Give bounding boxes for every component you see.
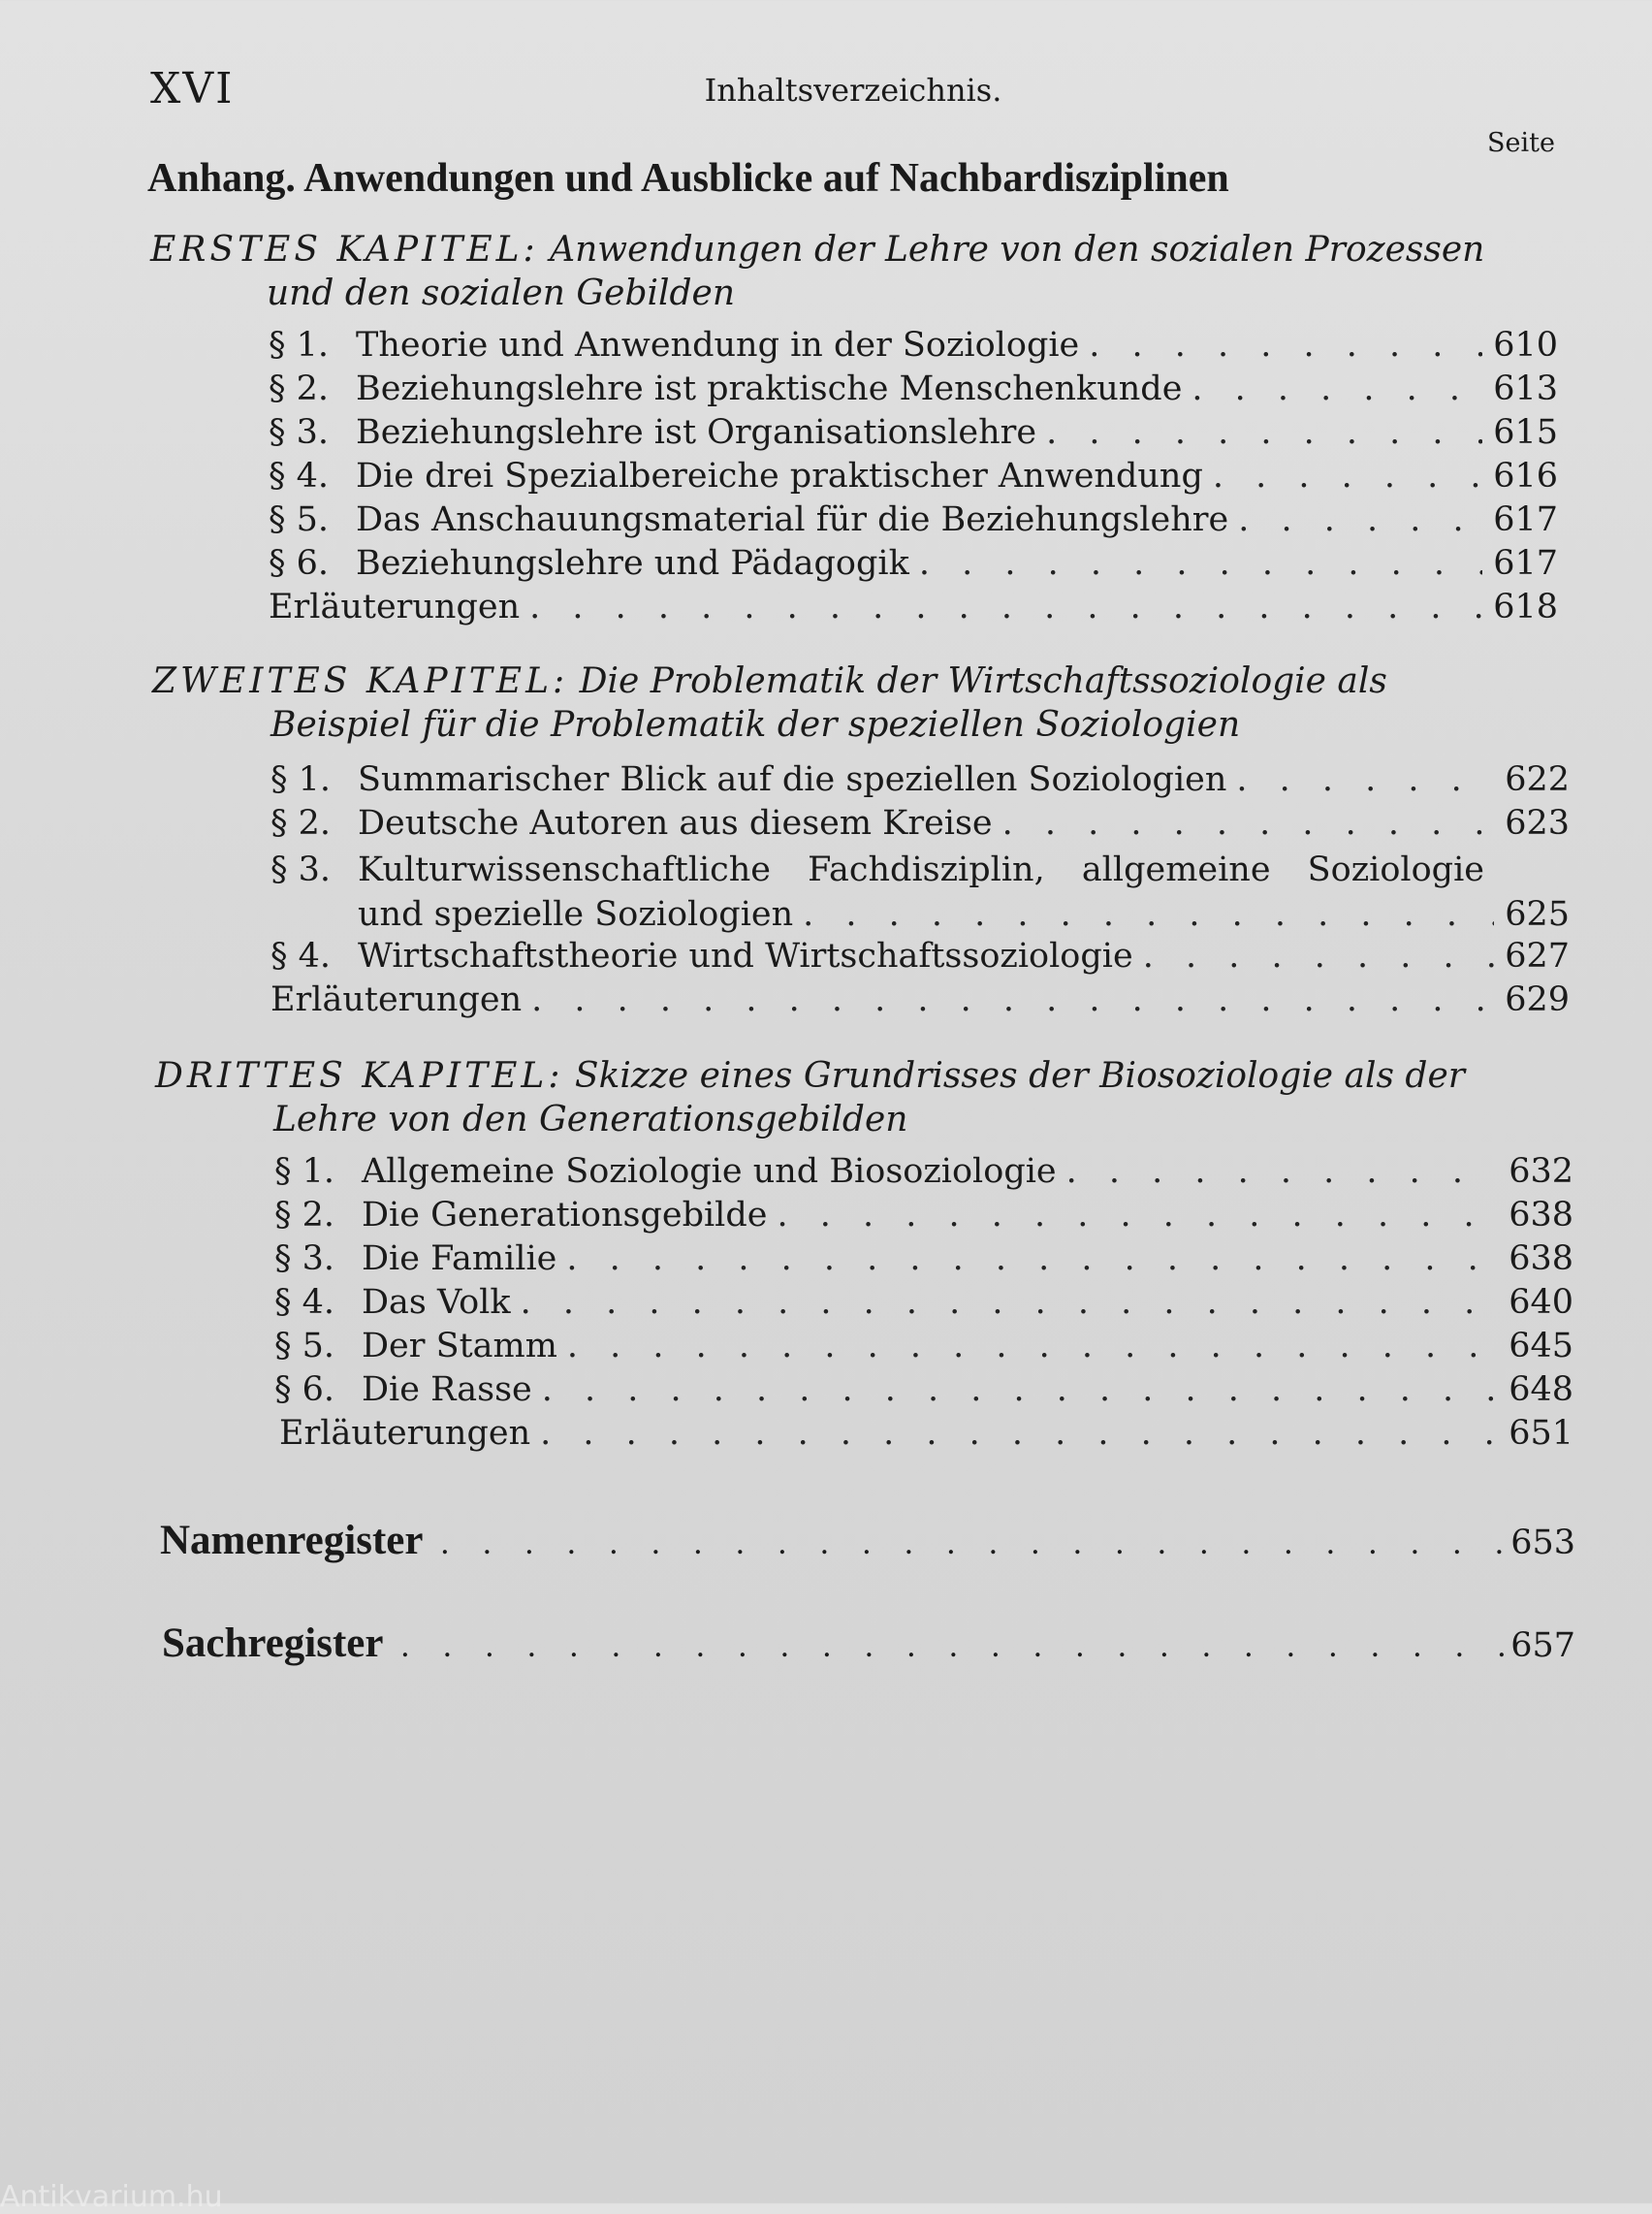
section-number: § 6. (269, 544, 330, 583)
page-number: 657 (1510, 1626, 1575, 1665)
page-number: 632 (1509, 1152, 1573, 1191)
entry-title: Beziehungslehre ist Organisationslehre (356, 413, 1037, 452)
page-number: 638 (1509, 1239, 1573, 1278)
entry-title: Theorie und Anwendung in der Soziologie (356, 326, 1080, 365)
entry-title: Erläuterungen (270, 980, 523, 1019)
register-title: Namenregister (160, 1518, 424, 1563)
section-number: § 4. (269, 457, 330, 496)
section-number: § 3. (269, 413, 330, 452)
page-number: 622 (1505, 760, 1570, 799)
appendix-title: Anhang. Anwendungen und Ausblicke auf Nachbardisziplinen (147, 156, 1229, 201)
entry-title: Der Stamm (362, 1327, 557, 1365)
chapter-title: Die Problematik der Wirtschaftssoziologie als (579, 661, 1387, 701)
toc-entry[interactable] (270, 804, 1570, 848)
entry-title: Beziehungslehre ist praktische Menschenkunde (356, 369, 1183, 408)
dot-leader (1002, 804, 1494, 843)
toc-entry[interactable] (270, 980, 1570, 1024)
toc-entry[interactable] (270, 760, 1570, 804)
dot-leader (1238, 500, 1482, 539)
section-number: § 3. (274, 1239, 335, 1278)
chapter-title: Skizze eines Grundrisses der Biosoziologie als der (574, 1056, 1465, 1096)
toc-entry[interactable] (279, 1414, 1573, 1458)
chapter-heading (150, 228, 1484, 315)
entry-title: Wirtschaftstheorie und Wirtschaftssoziologie (358, 937, 1133, 976)
page-number: 610 (1493, 326, 1558, 365)
dot-leader (540, 1414, 1498, 1453)
entry-title: Summarischer Blick auf die speziellen Soziologien (358, 760, 1227, 799)
entry-title: Beziehungslehre und Pädagogik (356, 544, 909, 583)
chapter-title: Anwendungen der Lehre von den sozialen Prozessen (550, 230, 1485, 270)
register-entry[interactable] (160, 1517, 1575, 1571)
dot-leader (1236, 760, 1494, 799)
dot-leader (529, 588, 1482, 626)
entry-title-continued: und spezielle Soziologien (358, 895, 794, 934)
toc-entry[interactable] (269, 457, 1558, 500)
register-entry[interactable] (162, 1620, 1575, 1674)
entry-title: Allgemeine Soziologie und Biosoziologie (362, 1152, 1057, 1191)
page-number: 615 (1493, 413, 1558, 452)
page-number: 648 (1509, 1370, 1573, 1409)
dot-leader (1143, 937, 1494, 976)
chapter-heading (155, 1054, 1465, 1141)
chapter-heading (152, 659, 1387, 747)
section-number: § 5. (274, 1327, 335, 1365)
section-number: § 6. (274, 1370, 335, 1409)
toc-entry[interactable] (269, 413, 1558, 457)
dot-leader (1046, 413, 1482, 452)
toc-entry[interactable] (274, 1283, 1573, 1327)
dot-leader (542, 1370, 1498, 1409)
page-number: 618 (1493, 588, 1558, 626)
page-number: 629 (1505, 980, 1570, 1019)
page-number: 651 (1509, 1414, 1573, 1453)
chapter-label: DRITTES KAPITEL: (155, 1056, 564, 1096)
chapter-title-continued: und den sozialen Gebilden (267, 273, 736, 313)
page-numeral: XVI (150, 64, 235, 113)
page-number: 613 (1493, 369, 1558, 408)
toc-entry[interactable] (274, 1152, 1573, 1196)
chapter-label: ERSTES KAPITEL: (150, 230, 539, 270)
section-number: § 1. (270, 760, 332, 799)
entry-continuation (358, 892, 1570, 936)
chapter-title-continued: Lehre von den Generationsgebilden (273, 1100, 908, 1139)
entry-title: Erläuterungen (269, 588, 521, 626)
entry-title: Kulturwissenschaftliche Fachdisziplin, allgemeine Soziologie (358, 850, 1484, 889)
page-number: 638 (1509, 1196, 1573, 1235)
section-number: § 2. (269, 369, 330, 408)
section-number: § 2. (274, 1196, 335, 1235)
section-number: § 4. (274, 1283, 335, 1322)
toc-entry[interactable] (274, 1196, 1573, 1239)
chapter-title-continued: Beispiel für die Problematik der speziellen Soziologien (270, 705, 1241, 745)
toc-entry[interactable] (269, 500, 1558, 544)
section-number: § 5. (269, 500, 330, 539)
dot-leader (1089, 326, 1482, 365)
page-number: 653 (1510, 1524, 1575, 1562)
entry-title: Erläuterungen (279, 1414, 531, 1453)
page-number: 623 (1505, 804, 1570, 843)
entry-title: Die Familie (362, 1239, 557, 1278)
page-number: 617 (1493, 544, 1558, 583)
dot-leader (1191, 369, 1482, 408)
page-number: 640 (1509, 1283, 1573, 1322)
entry-title: Das Volk (362, 1283, 511, 1322)
toc-entry[interactable] (274, 1370, 1573, 1414)
entry-title: Die Generationsgebilde (362, 1196, 768, 1235)
watermark: Antikvarium.hu (0, 2180, 223, 2214)
dot-leader (1213, 457, 1482, 496)
toc-entry[interactable] (269, 544, 1558, 588)
register-title: Sachregister (162, 1620, 384, 1666)
section-number: § 1. (269, 326, 330, 365)
section-number: § 2. (270, 804, 332, 843)
page-column-label: Seite (1487, 128, 1555, 158)
page-number: 627 (1505, 937, 1570, 976)
toc-entry[interactable] (270, 937, 1570, 980)
toc-entry[interactable] (269, 326, 1558, 369)
dot-leader (531, 980, 1494, 1019)
dot-leader (400, 1626, 1506, 1665)
toc-entry[interactable] (274, 1239, 1573, 1283)
chapter-label: ZWEITES KAPITEL: (152, 661, 569, 701)
dot-leader (567, 1327, 1498, 1365)
entry-title: Das Anschauungsmaterial für die Beziehungslehre (356, 500, 1229, 539)
dot-leader (803, 892, 1494, 937)
dot-leader (1066, 1152, 1498, 1191)
entry-title: Die Rasse (362, 1370, 532, 1409)
entry-title: Die drei Spezialbereiche praktischer Anwendung (356, 457, 1203, 496)
dot-leader (919, 544, 1482, 583)
dot-leader (440, 1524, 1506, 1562)
dot-leader (521, 1283, 1498, 1322)
dot-leader (777, 1196, 1498, 1235)
toc-entry[interactable] (274, 1327, 1573, 1370)
section-number: § 3. (270, 850, 332, 889)
page-number: 645 (1509, 1327, 1573, 1365)
page-number: 625 (1505, 895, 1570, 934)
entry-title: Deutsche Autoren aus diesem Kreise (358, 804, 993, 843)
toc-entry[interactable] (269, 588, 1558, 631)
toc-entry[interactable] (270, 848, 1570, 936)
section-number: § 1. (274, 1152, 335, 1191)
toc-entry[interactable] (269, 369, 1558, 413)
page-number: 617 (1493, 500, 1558, 539)
running-head: Inhaltsverzeichnis. (704, 72, 1002, 109)
dot-leader (566, 1239, 1498, 1278)
page-number: 616 (1493, 457, 1558, 496)
section-number: § 4. (270, 937, 332, 976)
